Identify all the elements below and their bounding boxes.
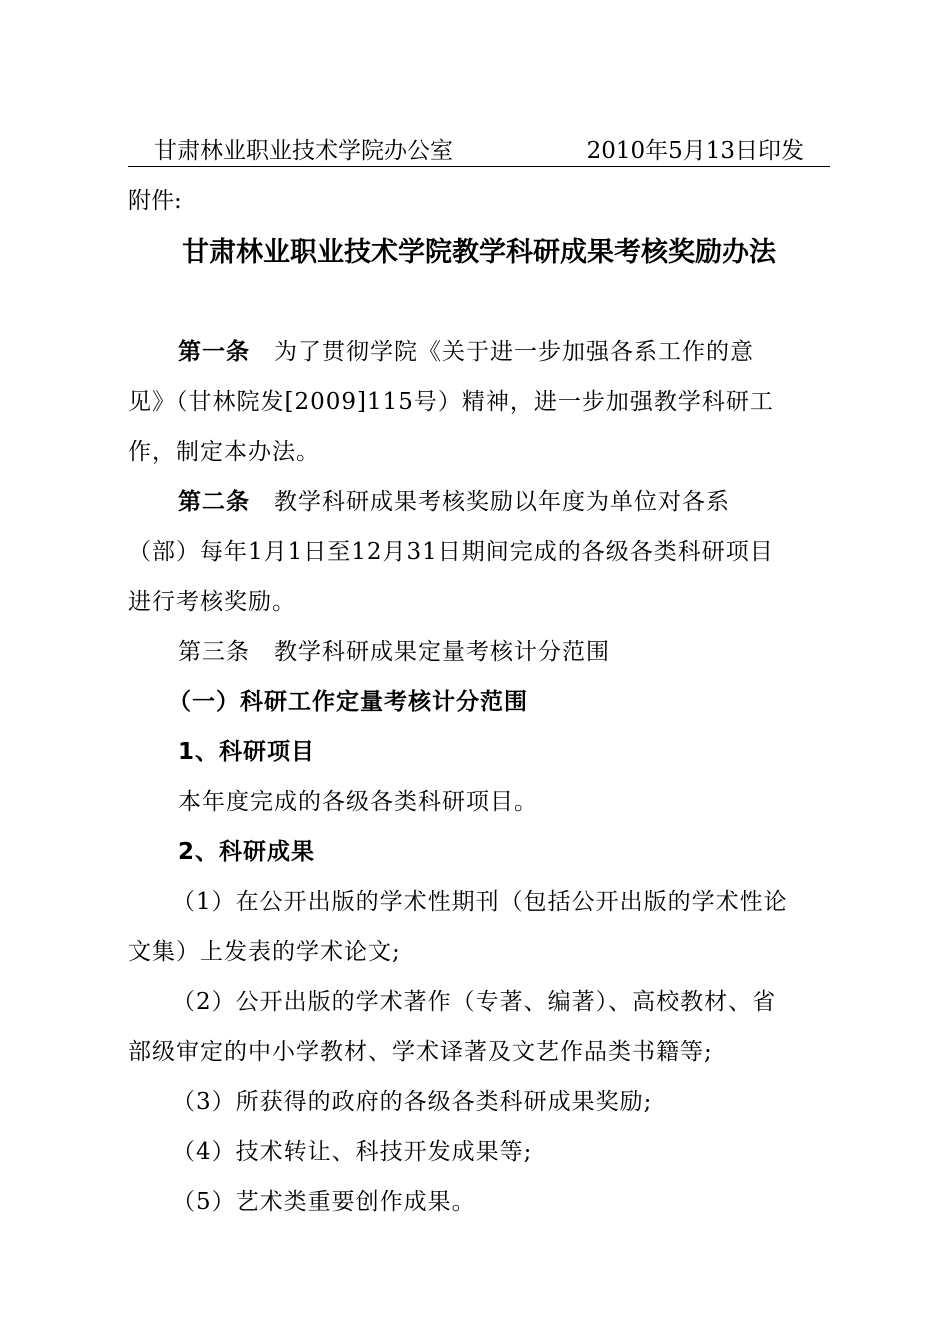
item-2-sub-2-line-2: 部级审定的中小学教材、学术译著及文艺作品类书籍等; <box>128 1039 713 1065</box>
item-1-text: 本年度完成的各级各类科研项目。 <box>178 789 538 815</box>
article-2-line-1 <box>178 484 830 520</box>
item-2-heading: 2、科研成果 <box>178 839 316 865</box>
article-3-line <box>178 634 830 670</box>
article-1-heading: 第一条 <box>178 339 250 365</box>
item-2-sub-2-line-1: （2）公开出版的学术著作（专著、编著）、高校教材、省 <box>172 989 777 1015</box>
article-1-line-3: 作，制定本办法。 <box>128 439 320 465</box>
article-2-heading: 第二条 <box>178 489 250 515</box>
item-2-sub-1-line-2: 文集）上发表的学术论文; <box>128 939 401 965</box>
item-2-sub-3: （3）所获得的政府的各级各类科研成果奖励; <box>172 1089 653 1115</box>
article-1-line-1 <box>178 334 830 370</box>
article-2-line-3: 进行考核奖励。 <box>128 589 296 615</box>
item-2-sub-4: （4）技术转让、科技开发成果等; <box>172 1139 533 1165</box>
article-3-heading: 第三条 <box>178 639 250 665</box>
article-2-line-2: （部）每年1月1日至12月31日期间完成的各级各类科研项目 <box>128 539 774 565</box>
item-2-sub-1-line-1: （1）在公开出版的学术性期刊（包括公开出版的学术性论 <box>172 889 788 915</box>
article-1-text: 为了贯彻学院《关于进一步加强各系工作的意 <box>274 339 754 365</box>
article-1-line-2: 见》（甘林院发[2009]115号）精神，进一步加强教学科研工 <box>128 389 774 415</box>
issuer-name: 甘肃林业职业技术学院办公室 <box>154 138 453 164</box>
attachment-label: 附件: <box>128 188 182 214</box>
document-title: 甘肃林业职业技术学院教学科研成果考核奖励办法 <box>182 237 776 268</box>
section-1-heading: （一）科研工作定量考核计分范围 <box>168 689 528 715</box>
article-2-text: 教学科研成果考核奖励以年度为单位对各系 <box>274 489 730 515</box>
item-2-sub-5: （5）艺术类重要创作成果。 <box>172 1189 476 1215</box>
article-3-text: 教学科研成果定量考核计分范围 <box>274 639 610 665</box>
issue-date: 2010年5月13日印发 <box>586 138 804 164</box>
issuer-line <box>128 136 830 167</box>
item-1-heading: 1、科研项目 <box>178 739 316 765</box>
